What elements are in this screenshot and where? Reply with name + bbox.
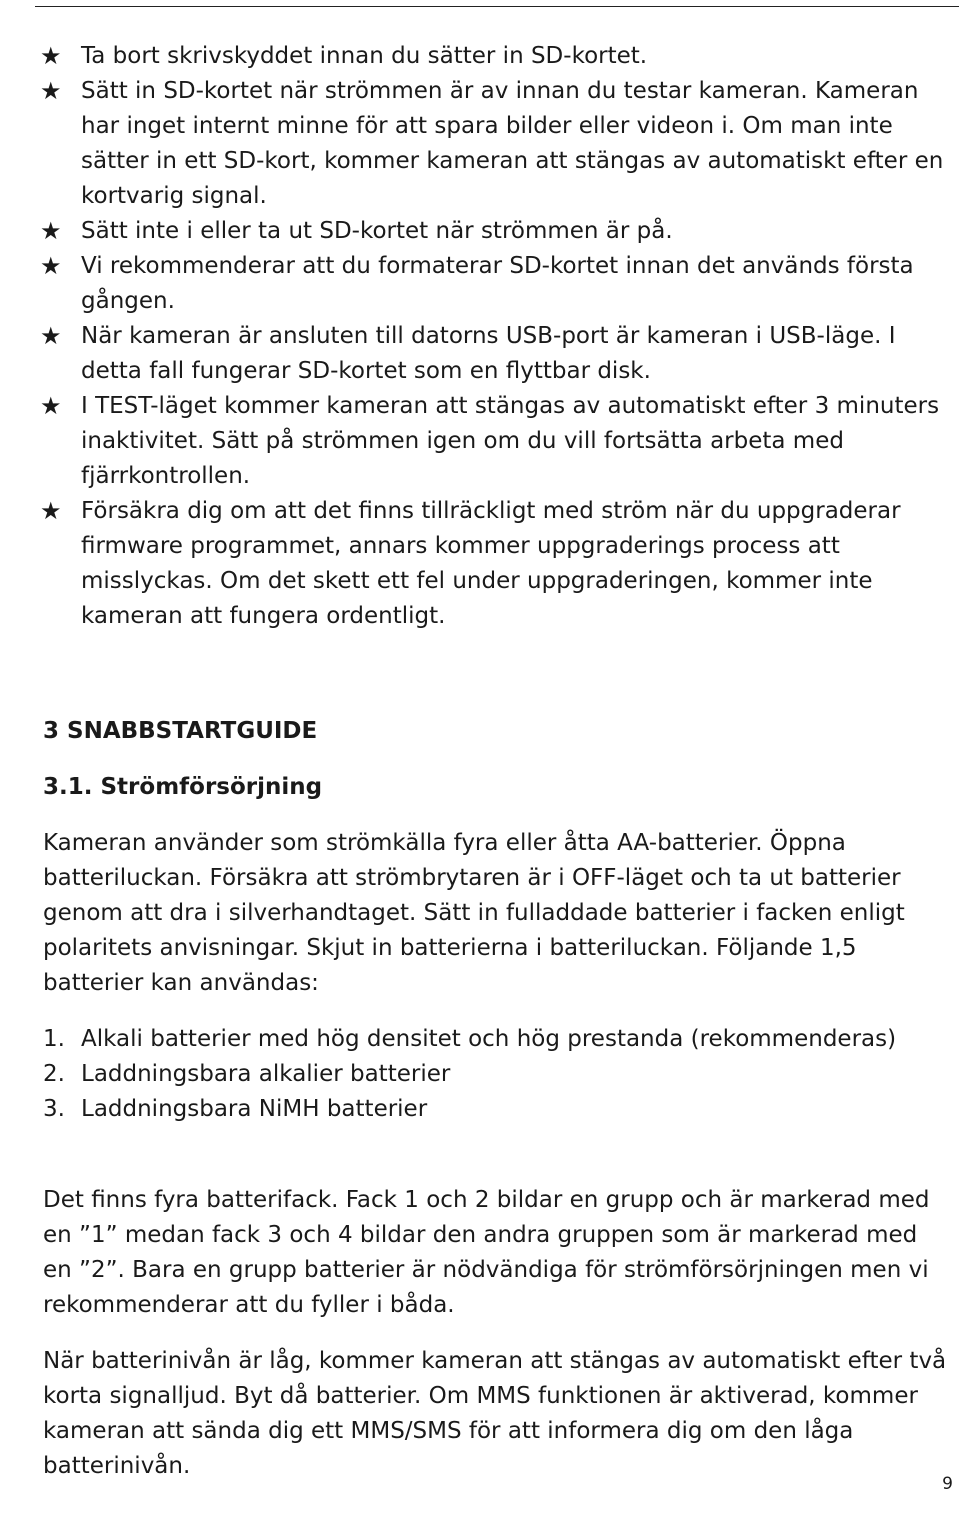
star-icon: ★ — [40, 392, 62, 420]
list-item: ★ Ta bort skrivskyddet innan du sätter in SD-kortet. — [40, 39, 945, 74]
list-item — [43, 1057, 943, 1092]
list-item: ★ Försäkra dig om att det finns tillräckligt med ström när du uppgraderar firmware programmet, annars kommer uppgraderings process att misslyckas. Om det skett ett fel under uppgraderingen, kommer inte kameran att fungera ordentligt. — [40, 494, 945, 634]
list-item: ★ När kameran är ansluten till datorns USB-port är kameran i USB-läge. I detta fall fungerar SD-kortet som en flyttbar disk. — [40, 319, 945, 389]
battery-type-list — [43, 1022, 943, 1127]
subsection-heading: 3.1. Strömförsörjning — [43, 774, 323, 800]
list-item: ★ Sätt inte i eller ta ut SD-kortet när strömmen är på. — [40, 214, 945, 249]
star-icon: ★ — [40, 252, 62, 280]
list-item-text: Alkali batterier med hög densitet och hög prestanda (rekommenderas) — [81, 1026, 897, 1052]
star-icon: ★ — [40, 497, 62, 525]
star-icon: ★ — [40, 77, 62, 105]
list-item: ★ Sätt in SD-kortet när strömmen är av innan du testar kameran. Kameran har inget internt minne för att spara bilder eller videon i. Om man inte sätter in ett SD-kort, kommer kameran att stängas av automatiskt efter en kortvarig signal. — [40, 74, 945, 214]
list-number: 2. — [43, 1061, 65, 1087]
star-icon: ★ — [40, 217, 62, 245]
list-item: ★ Vi rekommenderar att du formaterar SD-kortet innan det används första gången. — [40, 249, 945, 319]
list-item — [43, 1022, 943, 1057]
header-rule — [35, 6, 959, 7]
page-number: 9 — [942, 1474, 953, 1494]
list-item: ★ I TEST-läget kommer kameran att stängas av automatiskt efter 3 minuters inaktivitet. Sätt på strömmen igen om du vill fortsätta arbeta med fjärrkontrollen. — [40, 389, 945, 494]
power-intro-paragraph: Kameran använder som strömkälla fyra eller åtta AA-batterier. Öppna batteriluckan. Försäkra att strömbrytaren är i OFF-läget och ta ut batterier genom att dra i silverhandtaget. Sätt in fulladdade batterier i facken enligt polaritets anvisningar. Skjut in batterierna i batteriluckan. Följande 1,5 batterier kan användas: — [43, 830, 905, 996]
list-item-text: Laddningsbara alkalier batterier — [81, 1061, 451, 1087]
list-item — [43, 1092, 943, 1127]
list-number: 3. — [43, 1096, 65, 1122]
star-icon: ★ — [40, 42, 62, 70]
sd-card-notes — [40, 39, 945, 634]
section-heading: 3 SNABBSTARTGUIDE — [43, 718, 318, 744]
star-icon: ★ — [40, 322, 62, 350]
list-item-text: Laddningsbara NiMH batterier — [81, 1096, 428, 1122]
list-number: 1. — [43, 1026, 65, 1052]
battery-groups-paragraph: Det finns fyra batterifack. Fack 1 och 2 bildar en grupp och är markerad med en ”1” medan fack 3 och 4 bildar den andra gruppen som är markerad med en ”2”. Bara en grupp batterier är nödvändiga för strömförsörjningen men vi rekommenderar att du fyller i båda. — [43, 1187, 930, 1318]
low-battery-paragraph: När batterinivån är låg, kommer kameran att stängas av automatiskt efter två korta signalljud. Byt då batterier. Om MMS funktionen är aktiverad, kommer kameran att sända dig ett MMS/SMS för att informera dig om den låga batterinivån. — [43, 1348, 947, 1479]
